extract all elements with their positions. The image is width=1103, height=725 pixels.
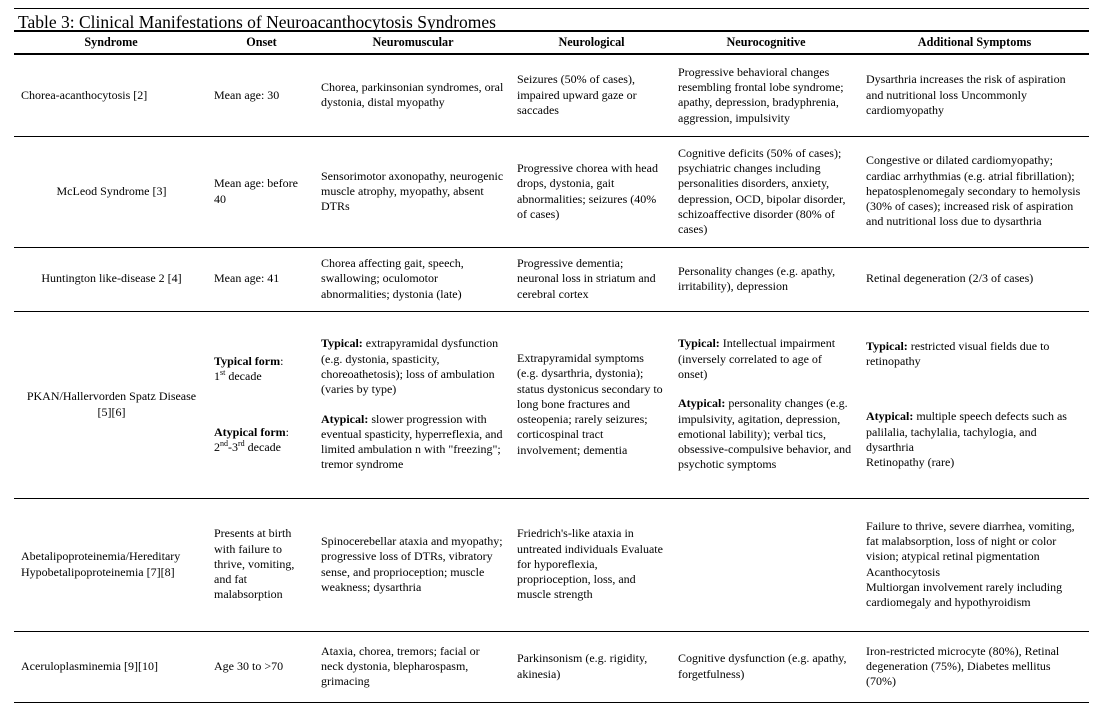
- table-row: [14, 311, 1089, 498]
- cell-onset: Mean age: 41: [208, 247, 315, 311]
- cell-neurological: Parkinsonism (e.g. rigidity, akinesia): [511, 631, 672, 702]
- cell-neuromuscular: Ataxia, chorea, tremors; facial or neck dystonia, blepharospasm, grimacing: [315, 631, 511, 702]
- cell-neurological: Extrapyramidal symptoms (e.g. dysarthria, dystonia); status dystonicus secondary to long bone fractures and osteopenia; rarely seizures; corticospinal tract involvement; dementia: [511, 311, 672, 498]
- nc-atypical-text: personality changes (e.g. impulsivity, agitation, depression, emotional lability); verbal tics, obsessive-compulsive behavior, and psychotic symptoms: [678, 396, 852, 472]
- header-neuromuscular: Neuromuscular: [315, 31, 511, 54]
- cell-neurocognitive: Progressive behavioral changes resembling frontal lobe syndrome; apathy, depression, bradyphrenia, aggression, impulsivity: [672, 54, 860, 136]
- cell-additional: [860, 311, 1089, 498]
- onset-typical-label: Typical form: [214, 353, 281, 368]
- add-typical-label: Typical:: [866, 338, 908, 353]
- table-row: [14, 498, 1089, 631]
- cell-onset: Presents at birth with failure to thrive, vomiting, and fat malabsorption: [208, 498, 315, 631]
- cell-additional: Congestive or dilated cardiomyopathy; cardiac arrhythmias (e.g. atrial fibrillation); hepatosplenomegaly secondary to hemolysis (30% of cases); increased risk of aspiration and nutritional loss due to dysarthria: [860, 136, 1089, 247]
- header-onset: Onset: [208, 31, 315, 54]
- cell-neurocognitive: [672, 498, 860, 631]
- cell-neurocognitive: Personality changes (e.g. apathy, irritability), depression: [672, 247, 860, 311]
- table-container: [14, 8, 1089, 703]
- cell-onset: [208, 311, 315, 498]
- cell-additional: [860, 498, 1089, 631]
- manifestations-table: [14, 30, 1089, 703]
- onset-typical: Typical form:: [214, 353, 284, 368]
- onset-typical-text: 1st decade: [214, 368, 262, 384]
- nc-typical-label: Typical:: [678, 336, 720, 351]
- cell-additional: Retinal degeneration (2/3 of cases): [860, 247, 1089, 311]
- add-atypical-text: multiple speech defects such as palilalia, tachylalia, tachylogia, and dysarthria: [866, 409, 1067, 454]
- cell-neurocognitive: Cognitive dysfunction (e.g. apathy, forgetfulness): [672, 631, 860, 702]
- add-typical-text: restricted visual fields due to retinopathy: [866, 338, 1050, 368]
- cell-neurocognitive: Cognitive deficits (50% of cases); psychiatric changes including personalities disorders, anxiety, depression, OCD, bipolar disorder, schizoaffective disorder (80% of cases): [672, 136, 860, 247]
- nc-typical: [678, 336, 854, 382]
- cell-additional: Iron-restricted microcyte (80%), Retinal degeneration (75%), Diabetes mellitus (70%): [860, 631, 1089, 702]
- add-atypical: [866, 409, 1083, 455]
- header-neurocognitive: Neurocognitive: [672, 31, 860, 54]
- onset-atypical-label: Atypical form: [214, 424, 286, 439]
- cell-neurological: Seizures (50% of cases), impaired upward gaze or saccades: [511, 54, 672, 136]
- nm-atypical: [321, 412, 505, 473]
- cell-neuromuscular: Spinocerebellar ataxia and myopathy; progressive loss of DTRs, vibratory sense, and proprioception; muscle weakness; dysarthria: [315, 498, 511, 631]
- cell-neurological: Progressive dementia; neuronal loss in striatum and cerebral cortex: [511, 247, 672, 311]
- cell-syndrome: Aceruloplasminemia [9][10]: [14, 631, 208, 702]
- nm-typical: [321, 336, 505, 397]
- cell-syndrome: Chorea-acanthocytosis [2]: [14, 54, 208, 136]
- nm-typical-label: Typical:: [321, 336, 363, 351]
- header-syndrome: Syndrome: [14, 31, 208, 54]
- nc-typical-text: Intellectual impairment (inversely correlated to age of onset): [678, 336, 836, 381]
- additional-line1: Failure to thrive, severe diarrhea, vomiting, fat malabsorption, loss of night or color vision; atypical retinal pigmentation: [866, 518, 1075, 564]
- cell-neurological: Friedrich's-like ataxia in untreated individuals Evaluate for hyporeflexia, proprioception, loss, and muscle strength: [511, 498, 672, 631]
- nm-typical-text: extrapyramidal dysfunction (e.g. dystonia, spasticity, choreoathetosis); loss of ambulation (varies by type): [321, 336, 499, 397]
- table-row: [14, 631, 1089, 702]
- cell-syndrome: Abetalipoproteinemia/Hereditary Hypobetalipoproteinemia [7][8]: [14, 498, 208, 631]
- cell-neuromuscular: [315, 311, 511, 498]
- nc-atypical-label: Atypical:: [678, 396, 726, 411]
- cell-onset: Mean age: 30: [208, 54, 315, 136]
- cell-additional: Dysarthria increases the risk of aspiration and nutritional loss Uncommonly cardiomyopathy: [860, 54, 1089, 136]
- cell-syndrome: PKAN/Hallervorden Spatz Disease [5][6]: [14, 311, 208, 498]
- header-additional: Additional Symptoms: [860, 31, 1089, 54]
- cell-onset: Mean age: before 40: [208, 136, 315, 247]
- cell-syndrome: McLeod Syndrome [3]: [14, 136, 208, 247]
- additional-line3: Multiorgan involvement rarely including cardiomegaly and hypothyroidism: [866, 579, 1063, 610]
- onset-atypical: Atypical form:: [214, 424, 289, 439]
- table-row: [14, 136, 1089, 247]
- cell-onset: Age 30 to >70: [208, 631, 315, 702]
- additional-line2: Acanthocytosis: [866, 564, 940, 579]
- nm-atypical-text: slower progression with eventual spasticity, hyperreflexia, and limited ambulation n with "freezing"; tremor syndrome: [321, 411, 503, 472]
- cell-neurological: Progressive chorea with head drops, dystonia, gait abnormalities; seizures (40% of cases): [511, 136, 672, 247]
- add-atypical-text2: Retinopathy (rare): [866, 455, 955, 470]
- header-row: [14, 31, 1089, 54]
- cell-neuromuscular: Chorea affecting gait, speech, swallowing; oculomotor abnormalities; dystonia (late): [315, 247, 511, 311]
- add-atypical-label: Atypical:: [866, 409, 914, 424]
- cell-neuromuscular: Sensorimotor axonopathy, neurogenic muscle atrophy, myopathy, absent DTRs: [315, 136, 511, 247]
- onset-atypical-text: 2nd-3rd decade: [214, 438, 281, 454]
- nm-atypical-label: Atypical:: [321, 411, 369, 426]
- table-row: [14, 54, 1089, 136]
- header-neurological: Neurological: [511, 31, 672, 54]
- cell-neuromuscular: Chorea, parkinsonian syndromes, oral dystonia, distal myopathy: [315, 54, 511, 136]
- nc-atypical: [678, 396, 854, 472]
- table-caption: Table 3: Clinical Manifestations of Neuroacanthocytosis Syndromes: [14, 8, 1089, 30]
- add-typical: [866, 339, 1083, 370]
- cell-neurocognitive: [672, 311, 860, 498]
- cell-syndrome: Huntington like-disease 2 [4]: [14, 247, 208, 311]
- table-row: [14, 247, 1089, 311]
